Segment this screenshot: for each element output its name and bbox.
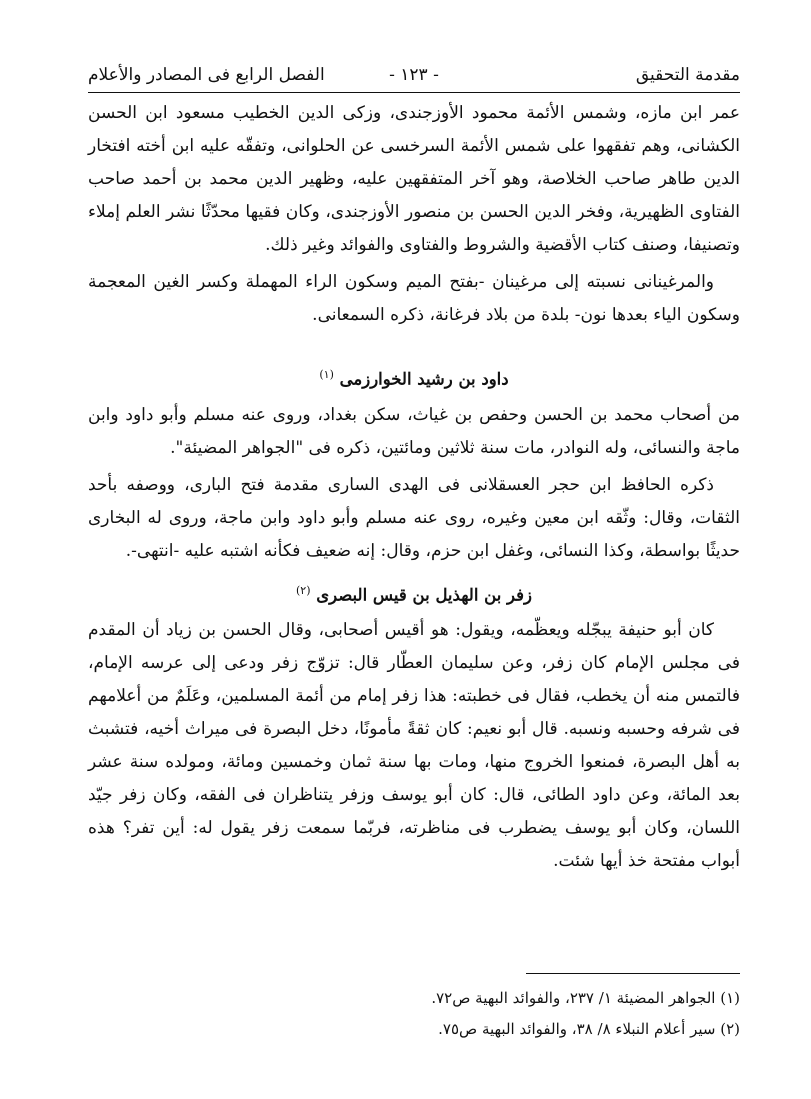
biography-heading-zufar (88, 576, 740, 611)
heading-text: داود بن رشيد الخوارزمى (339, 369, 509, 389)
paragraph-1: عمر ابن مازه، وشمس الأئمة محمود الأوزجندى، وزكى الدين الخطيب مسعود ابن الحسن الكشانى، وهم تفقهوا على شمس الأئمة السرخسى عن الحلوانى، وتفقّه عليه ابن أخته افتخار الدين طاهر صاحب الخلاصة، وهو آخر المتفقهين عليه، وظهير الدين محمد بن أحمد صاحب الفتاوى الظهيرية، وفخر الدين الحسن بن منصور الأوزجندى، وكان فقيها محدّثًا نشر العلم إملاء وتصنيفا، وصنف كتاب الأقضية والشروط والفتاوى والفوائد وغير ذلك. (88, 103, 740, 255)
heading-text: زفر بن الهذيل بن قيس البصرى (316, 585, 533, 604)
section-title: مقدمة التحقيق (635, 65, 740, 85)
paragraph-2: والمرغينانى نسبته إلى مرغينان -بفتح الميم وسكون الراء المهملة وكسر الغين المعجمة وسكون الياء بعدها نون- بلدة من بلاد فرغانة، ذكره السمعانى. (88, 272, 740, 325)
chapter-title: الفصل الرابع فى المصادر والأعلام (88, 65, 325, 85)
biography-heading-dawud (88, 360, 740, 395)
footnote-2: (٢) سير أعلام النبلاء ٨/ ٣٨، والفوائد البهية ص٧٥. (438, 1020, 740, 1038)
book-page (88, 58, 740, 1068)
footnote-marker: (١) (319, 368, 334, 381)
paragraph-4: ذكره الحافظ ابن حجر العسقلانى فى الهدى السارى مقدمة فتح البارى، ووصفه بأحد الثقات، وقال: وثّقه ابن معين وغيره، روى عنه مسلم وأبو داود وابن ماجة، وروى له البخارى حديثًا بواسطة، وكذا النسائى، وغفل ابن حزم، وقال: إنه ضعيف فكأنه اشتبه عليه -انتهى-. (88, 474, 740, 561)
footnote-1: (١) الجواهر المضيئة ١/ ٢٣٧، والفوائد البهية ص٧٢. (431, 989, 740, 1007)
footnote-marker: (٢) (295, 583, 311, 597)
paragraph-3: من أصحاب محمد بن الحسن وحفص بن غياث، سكن بغداد، وروى عنه مسلم وأبو داود وابن ماجة والنسائى، وله النوادر، مات سنة ثلاثين ومائتين، ذكره فى "الجواهر المضيئة". (88, 404, 740, 458)
running-header (88, 58, 740, 93)
footnotes (88, 983, 740, 1045)
page-number: - ١٢٣ - (389, 65, 439, 85)
paragraph-5: كان أبو حنيفة يبجّله ويعظّمه، ويقول: هو أقيس أصحابى، وقال الحسن بن زياد أن المقدم فى مجلس الإمام كان زفر، وعن سليمان العطّار قال: تزوّج زفر ودعى إلى عرسه الإمام، فالتمس منه أن يخطب، فقال فى خطبته: هذا زفر إمام من أئمة المسلمين، وعَلَمٌ من أعلامهم فى شرفه وحسبه ونسبه. قال أبو نعيم: كان ثقةً مأمونًا، دخل البصرة فى ميراث أخيه، فتشبث به أهل البصرة، فمنعوا الخروج منها، ومات بها سنة ثمان وخمسين ومائة، ومولده سنة عشر بعد المائة، وعن داود الطائى، قال: كان أبو يوسف وزفر يتناظران فى الفقه، وكان زفر جيّد اللسان، وكان أبو يوسف يضطرب فى مناظرته، فربّما سمعت زفر يقول له: أين تفر؟ هذه أبواب مفتحة خذ أيها شئت. (88, 620, 741, 871)
footnote-separator (526, 973, 740, 974)
